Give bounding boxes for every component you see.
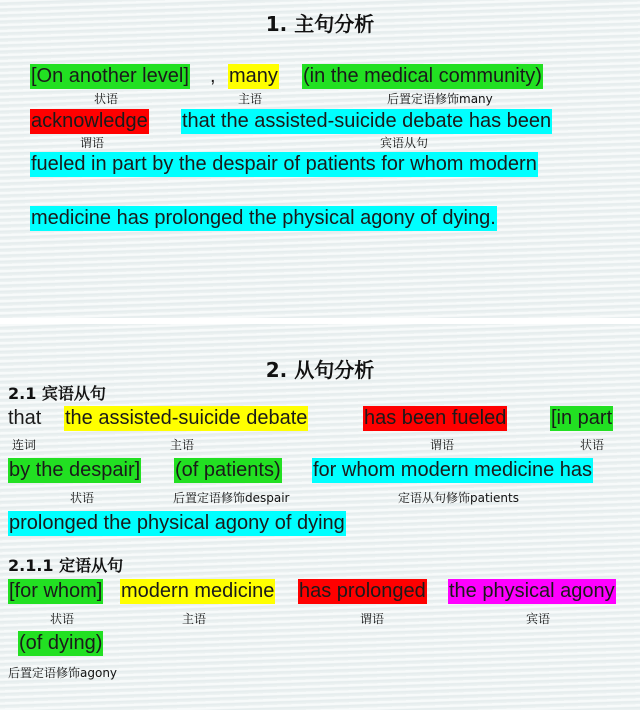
label-adverbial: 状语 — [94, 92, 119, 106]
label-attr-predicate: 谓语 — [360, 612, 385, 626]
label-object: 宾语从句 — [380, 136, 429, 150]
subheading-object-clause: 2.1 宾语从句 — [8, 384, 106, 403]
clause-attributive-start: for whom modern medicine has — [313, 459, 593, 481]
clause-attributive-end: prolonged the physical agony of dying — [9, 512, 345, 534]
main-clause-panel — [0, 0, 640, 318]
main-comma: , — [210, 65, 216, 87]
attr-subject: modern medicine — [121, 580, 275, 602]
clause-adverbial-start: [in part — [551, 407, 613, 429]
label-attr-postmodifier: 后置定语修饰agony — [8, 666, 118, 680]
main-object-clause-start: that the assisted-suicide debate has been — [182, 110, 552, 132]
clause-analysis-panel — [0, 324, 640, 710]
clause-adverbial-end: by the despair] — [9, 459, 141, 481]
attr-adverbial: [for whom] — [9, 580, 103, 602]
label-clause-adverbial: 状语 — [580, 438, 605, 452]
label-row2-clause: 定语从句修饰patients — [398, 491, 519, 505]
main-postmodifier: (in the medical community) — [303, 65, 542, 87]
attr-object: the physical agony — [449, 580, 615, 602]
clause-conjunction: that — [8, 407, 42, 429]
main-subject: many — [229, 65, 278, 87]
label-conj: 连词 — [12, 438, 37, 452]
subheading-attributive-clause: 2.1.1 定语从句 — [8, 556, 124, 575]
label-predicate: 谓语 — [80, 136, 105, 150]
label-row2-postmodifier: 后置定语修饰despair — [173, 491, 290, 505]
attr-predicate: has prolonged — [299, 580, 426, 602]
label-subject: 主语 — [238, 92, 263, 106]
label-postmodifier: 后置定语修饰many — [387, 92, 493, 106]
label-attr-subject: 主语 — [182, 612, 207, 626]
attr-postmodifier: (of dying) — [19, 632, 103, 654]
main-adverbial: [On another level] — [31, 65, 189, 87]
label-row2-adverbial: 状语 — [70, 491, 95, 505]
label-attr-object: 宾语 — [526, 612, 551, 626]
clause-predicate: has been fueled — [364, 407, 507, 429]
label-clause-predicate: 谓语 — [430, 438, 455, 452]
main-object-clause-line3: fueled in part by the despair of patients for whom modern — [31, 153, 537, 175]
label-attr-adverbial: 状语 — [50, 612, 75, 626]
clause-subject: the assisted-suicide debate — [65, 407, 308, 429]
section2-title: 2. 从句分析 — [265, 358, 375, 382]
label-clause-subject: 主语 — [170, 438, 195, 452]
section1-title: 1. 主句分析 — [265, 12, 375, 36]
clause-postmodifier: (of patients) — [175, 459, 281, 481]
main-object-clause-line4: medicine has prolonged the physical agony of dying. — [31, 207, 496, 229]
main-predicate: acknowledge — [31, 110, 148, 132]
